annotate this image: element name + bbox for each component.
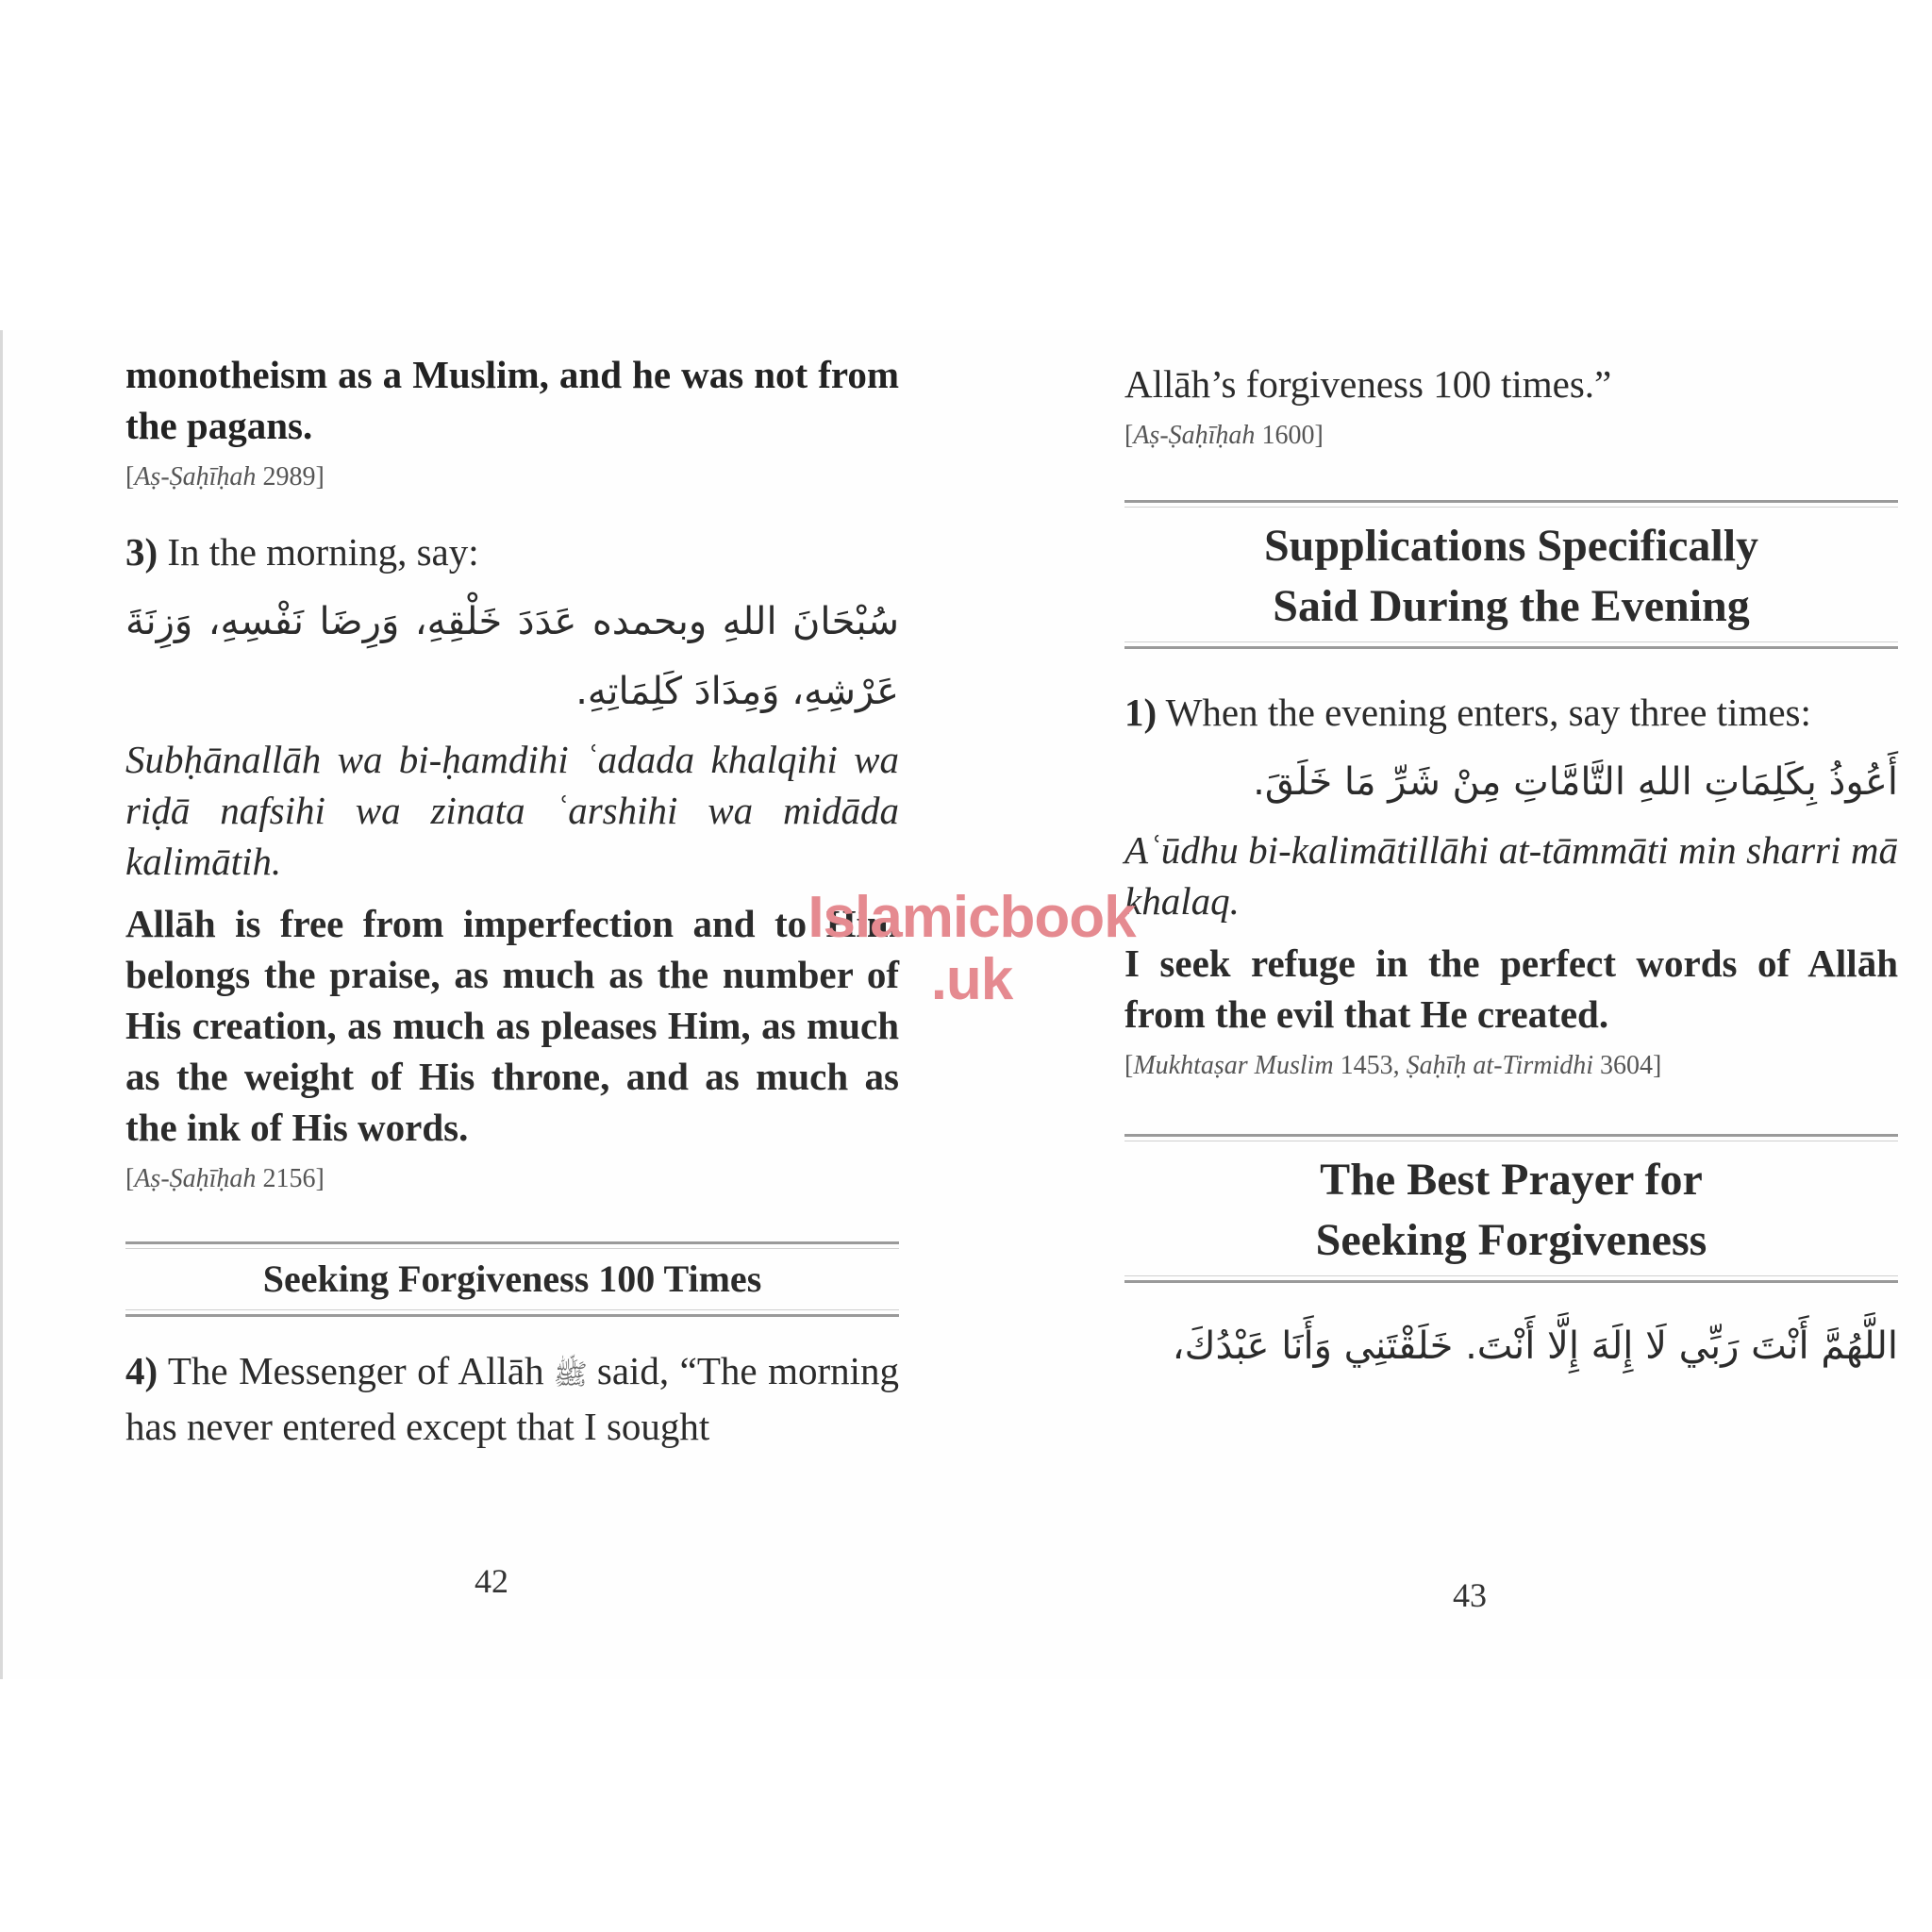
reference: [Aṣ-Ṣaḥīḥah 2989] <box>125 462 325 491</box>
watermark-line: Islamicbook <box>808 885 1136 950</box>
item-lead-text: In the morning, say: <box>167 530 479 574</box>
section-heading-line: Said During the Evening <box>1273 581 1750 631</box>
item-1-lead <box>1124 687 1898 738</box>
section-heading <box>1124 500 1898 649</box>
translation: Allāh is free from imperfection and to Him belongs the praise, as much as the number of His creation, as much as pleases Him, as much as the weight of His throne, and as much as the ink of His words. <box>125 902 899 1149</box>
reference: [Aṣ-Ṣaḥīḥah 1600] <box>1124 421 1324 450</box>
transliteration: Aʿūdhu bi-kalimātillāhi at-tāmmāti min sharri mā khalaq. <box>1124 828 1898 923</box>
reference-book: Mukhtaṣar Muslim <box>1133 1051 1334 1080</box>
reference-book: Aṣ-Ṣaḥīḥah <box>134 462 257 491</box>
transliteration: Subḥānallāh wa bi-ḥamdihi ʿadada khalqihi wa riḍā nafsihi wa zinata ʿarshihi wa midāda kalimātih. <box>125 738 899 883</box>
item-text: The Messenger of Allāh <box>167 1349 544 1392</box>
section-heading <box>1124 1134 1898 1283</box>
item-text: said, “The morning has never entered except that I sought <box>125 1349 899 1448</box>
salutation-glyph: ﷺ <box>553 1358 588 1391</box>
reference-number: 2156 <box>262 1164 316 1193</box>
item-3-lead <box>125 526 899 577</box>
intro-text: monotheism as a Muslim, and he was not from the pagans. <box>125 353 899 447</box>
item-number: 3) <box>125 530 158 574</box>
translation: I seek refuge in the perfect words of Allāh from the evil that He created. <box>1124 941 1898 1036</box>
reference: [Mukhtaṣar Muslim 1453, Ṣaḥīḥ at-Tirmidhi 3604] <box>1124 1051 1662 1080</box>
item-number: 4) <box>125 1349 158 1392</box>
reference-book: Aṣ-Ṣaḥīḥah <box>1133 421 1256 450</box>
reference-number: 1600 <box>1261 421 1315 450</box>
section-heading: Seeking Forgiveness 100 Times <box>125 1241 899 1317</box>
reference-number: 3604 <box>1600 1051 1654 1080</box>
item-lead-text: When the evening enters, say three times: <box>1165 691 1811 734</box>
section-heading-line: Supplications Specifically <box>1263 521 1759 571</box>
left-page-content <box>125 349 899 1452</box>
section-heading-line: The Best Prayer for <box>1320 1155 1703 1205</box>
item-number: 1) <box>1124 691 1158 734</box>
continuation-text: Allāh’s forgiveness 100 times.” <box>1124 362 1612 406</box>
reference: [Aṣ-Ṣaḥīḥah 2156] <box>125 1164 325 1193</box>
arabic-supplication: أَعُوذُ بِكَلِمَاتِ اللهِ التَّامَّاتِ مِنْ شَرِّ مَا خَلَقَ. <box>1253 760 1898 804</box>
arabic-supplication: سُبْحَانَ اللهِ وبحمده عَدَدَ خَلْقِهِ، وَرِضَا نَفْسِهِ، وَزِنَةَ عَرْشِهِ، وَمِدَادَ كَلِمَاتِهِ. <box>125 600 899 713</box>
reference-number: 1453, <box>1340 1051 1400 1080</box>
page-number: 42 <box>475 1562 508 1600</box>
page-number: 43 <box>1453 1576 1487 1614</box>
watermark-line: .uk <box>930 947 1013 1012</box>
right-page-content <box>1124 358 1898 1381</box>
watermark <box>802 887 1141 1011</box>
item-4-text <box>125 1345 899 1452</box>
reference-book: Aṣ-Ṣaḥīḥah <box>134 1164 257 1193</box>
reference-book: Ṣaḥīḥ at-Tirmidhi <box>1406 1051 1594 1080</box>
section-heading-line: Seeking Forgiveness <box>1315 1215 1707 1265</box>
arabic-supplication: اللَّهُمَّ أَنْتَ رَبِّي لَا إِلَهَ إِلَّا أَنْتَ. خَلَقْتَنِي وَأَنَا عَبْدُكَ، <box>1172 1324 1898 1368</box>
reference-number: 2989 <box>262 462 316 491</box>
